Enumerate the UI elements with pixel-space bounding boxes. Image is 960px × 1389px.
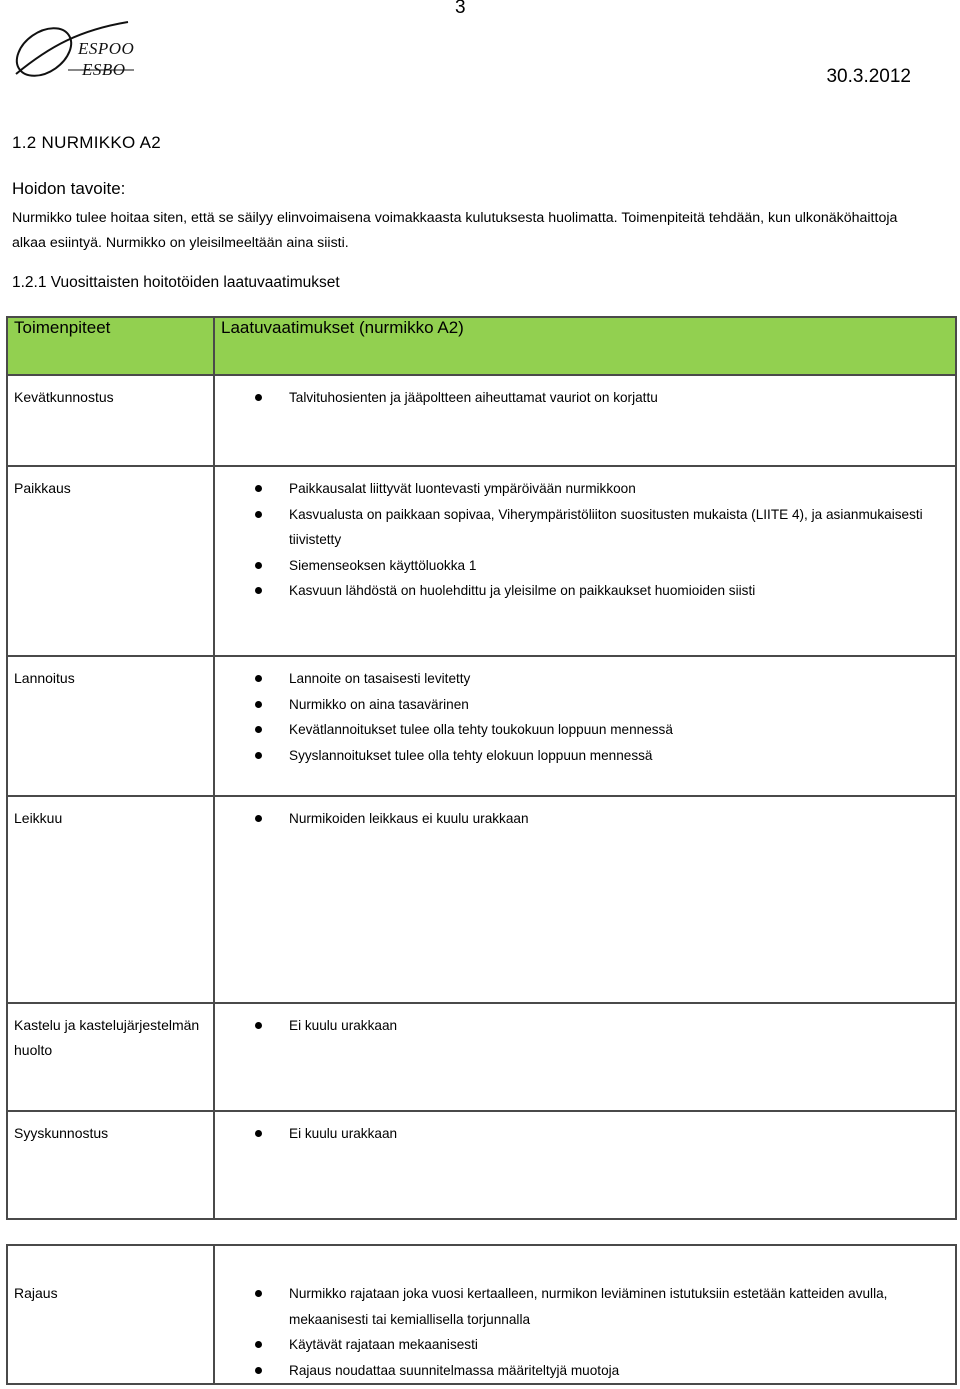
- list-item: [215, 717, 955, 743]
- list-item: [215, 666, 955, 692]
- requirements-list: [215, 1004, 955, 1039]
- requirements-list: [215, 467, 955, 604]
- bullet-icon: [255, 1290, 262, 1297]
- requirements-list: [215, 657, 955, 768]
- bullet-icon: [255, 1367, 262, 1374]
- document-date: 30.3.2012: [826, 66, 911, 87]
- list-item: [215, 476, 955, 502]
- list-item: [215, 1332, 955, 1358]
- row-items-cell: [214, 656, 956, 796]
- bullet-icon: [255, 485, 262, 492]
- bullet-icon: [255, 1130, 262, 1137]
- table-row: [7, 466, 956, 656]
- section-title: 1.2 NURMIKKO A2: [12, 133, 162, 152]
- row-label-cell: [7, 1111, 214, 1219]
- list-item-text: Rajaus noudattaa suunnitelmassa määriteltyjä muotoja: [289, 1362, 620, 1378]
- requirements-list: [215, 1112, 955, 1147]
- bullet-icon: [255, 511, 262, 518]
- bullet-icon: [255, 726, 262, 733]
- requirements-list: [215, 1246, 955, 1383]
- bullet-icon: [255, 752, 262, 759]
- bullet-icon: [255, 562, 262, 569]
- logo-text-espoo: ESPOO: [78, 39, 135, 58]
- quality-requirements-table: [6, 316, 957, 1220]
- row-label-cell: [7, 796, 214, 1003]
- list-item-text: Kasvualusta on paikkaan sopivaa, Viherympäristöliiton suositusten mukaista (LIITE 4), ja asianmukaisesti tiivistetty: [289, 506, 923, 547]
- row-items-cell: [214, 1245, 956, 1384]
- list-item-text: Nurmikoiden leikkaus ei kuulu urakkaan: [289, 811, 529, 826]
- requirements-list: [215, 797, 955, 832]
- list-item: [215, 385, 955, 411]
- row-label-cell: [7, 1245, 214, 1384]
- subsection-title: 1.2.1 Vuosittaisten hoitotöiden laatuvaatimukset: [12, 274, 340, 291]
- goals-text: Nurmikko tulee hoitaa siten, että se säilyy elinvoimaisena voimakkaasta kulutuksesta huolimatta. Toimenpiteitä tehdään, kun ulkonäköhaittoja alkaa esiintyä. Nurmikko on yleisilmeeltään aina siisti.: [12, 210, 898, 251]
- bullet-icon: [255, 1341, 262, 1348]
- row-label-cell: [7, 1003, 214, 1111]
- bullet-icon: [255, 587, 262, 594]
- row-label: Kastelu ja kastelujärjestelmän huolto: [14, 1017, 200, 1058]
- row-label: Rajaus: [14, 1285, 58, 1301]
- table-header-row: [7, 317, 956, 375]
- requirements-list: [215, 376, 955, 411]
- row-items-cell: [214, 1111, 956, 1219]
- list-item-text: Käytävät rajataan mekaanisesti: [289, 1337, 478, 1352]
- table-row: [7, 1003, 956, 1111]
- list-item: [215, 1358, 955, 1384]
- goals-heading: Hoidon tavoite:: [12, 179, 126, 198]
- row-label-cell: [7, 466, 214, 656]
- row-items-cell: [214, 466, 956, 656]
- list-item-text: Kasvuun lähdöstä on huolehdittu ja yleisilme on paikkaukset huomioiden siisti: [289, 583, 756, 598]
- page-number: 3: [455, 0, 466, 18]
- bullet-icon: [255, 1022, 262, 1029]
- bullet-icon: [255, 394, 262, 401]
- row-items-cell: [214, 796, 956, 1003]
- list-item: [215, 1013, 955, 1039]
- list-item-text: Kevätlannoitukset tulee olla tehty toukokuun loppuun mennessä: [289, 722, 673, 737]
- row-label-cell: [7, 375, 214, 466]
- row-label-cell: [7, 656, 214, 796]
- list-item: [215, 502, 955, 553]
- row-label: Paikkaus: [14, 480, 71, 496]
- header-requirements-label: Laatuvaatimukset (nurmikko A2): [221, 318, 464, 337]
- list-item: [215, 1121, 955, 1147]
- list-item: [215, 553, 955, 579]
- list-item: [215, 692, 955, 718]
- row-items-cell: [214, 375, 956, 466]
- list-item-text: Talvituhosienten ja jääpoltteen aiheuttamat vauriot on korjattu: [289, 390, 658, 405]
- table-row: [7, 1111, 956, 1219]
- list-item-text: Ei kuulu urakkaan: [289, 1126, 398, 1141]
- bullet-icon: [255, 675, 262, 682]
- list-item-text: Paikkausalat liittyvät luontevasti ympäröivään nurmikkoon: [289, 481, 636, 496]
- header-measures-label: Toimenpiteet: [14, 318, 111, 337]
- list-item-text: Nurmikko on aina tasavärinen: [289, 696, 469, 712]
- row-label: Syyskunnostus: [14, 1125, 109, 1141]
- list-item-text: Ei kuulu urakkaan: [289, 1018, 398, 1033]
- list-item: [215, 1281, 955, 1332]
- header-cell-requirements: [214, 317, 956, 375]
- espoo-logo: [10, 16, 150, 88]
- list-item: [215, 743, 955, 769]
- row-label: Leikkuu: [14, 810, 63, 826]
- row-items-cell: [214, 1003, 956, 1111]
- list-item-text: Syyslannoitukset tulee olla tehty elokuun loppuun mennessä: [289, 747, 653, 763]
- bullet-icon: [255, 701, 262, 708]
- edging-table: [6, 1244, 957, 1385]
- row-label: Kevätkunnostus: [14, 389, 114, 405]
- header-cell-measures: [7, 317, 214, 375]
- logo-text-esbo: ESBO: [82, 60, 126, 79]
- table-row: [7, 375, 956, 466]
- list-item-text: Lannoite on tasaisesti levitetty: [289, 671, 471, 686]
- bullet-icon: [255, 815, 262, 822]
- table-row: [7, 796, 956, 1003]
- table-row: [7, 1245, 956, 1384]
- list-item: [215, 578, 955, 604]
- row-label: Lannoitus: [14, 670, 75, 686]
- list-item: [215, 806, 955, 832]
- table-row: [7, 656, 956, 796]
- list-item-text: Siemenseoksen käyttöluokka 1: [289, 557, 477, 573]
- list-item-text: Nurmikko rajataan joka vuosi kertaalleen, nurmikon leviäminen istutuksiin estetään katteiden avulla, mekaanisesti tai kemiallisella torjunnalla: [289, 1286, 888, 1327]
